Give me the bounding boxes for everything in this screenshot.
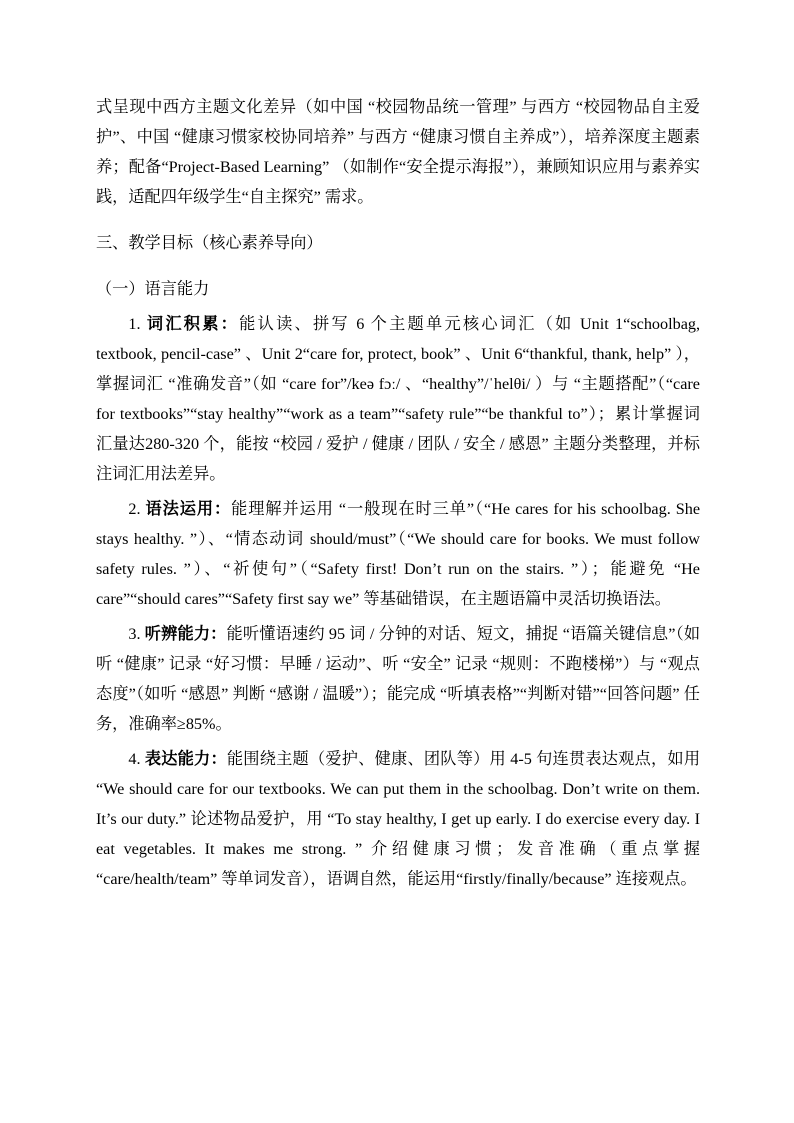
item-label: 表达能力： — [144, 750, 227, 768]
item-number: 3. — [128, 625, 145, 643]
item-number: 2. — [128, 500, 146, 518]
list-item-speaking — [96, 744, 700, 894]
item-label: 词汇积累： — [146, 315, 240, 333]
item-text: 能认读、拼写 6 个主题单元核心词汇（如 Unit 1“schoolbag, textbook, pencil-case” 、Unit 2“care for, protect, book” 、Unit 6“thankful, thank, help” ），掌握词汇 “准确发音”（如 “care for”/keə fɔː/ 、“healthy”/ˈhelθi/ ）与 “主题搭配”（“care for textbooks”“stay healthy”“work as a team”“safety rule”“be thankful to”）；累计掌握词汇量达280-320 个，能按 “校园 / 爱护 / 健康 / 团队 / 安全 / 感恩” 主题分类整理，并标注词汇用法差异。 — [96, 315, 701, 483]
item-text: 能围绕主题（爱护、健康、团队等）用 4-5 句连贯表达观点，如用 “We should care for our textbooks. We can put them in the schoolbag. Don’t write on them. It’s our duty.” 论述物品爱护，用 “To stay healthy, I get up early. I do exercise every day. I eat vegetables. It makes me strong. ” 介绍健康习惯；发音准确（重点掌握 “care/health/team” 等单词发音），语调自然，能运用“firstly/finally/because” 连接观点。 — [96, 750, 701, 888]
item-label: 语法运用： — [145, 500, 232, 518]
subsection-heading-language-ability: （一）语言能力 — [96, 279, 210, 298]
list-item-grammar — [96, 494, 700, 614]
item-label: 听辨能力： — [144, 625, 227, 643]
list-item-vocabulary — [96, 309, 700, 489]
document-page — [96, 92, 700, 894]
section-heading-teaching-goals: 三、教学目标（核心素养导向） — [96, 233, 323, 252]
item-text: 能理解并运用 “一般现在时三单”（“He cares for his schoolbag. She stays healthy. ”）、“情态动词 should/must”（“We should care for books. We must follow safety rules. ”）、“祈使句”（“Safety first! Don’t run on the stairs. ”）；能避免 “He care”“should cares”“Safety first say we” 等基础错误，在主题语篇中灵活切换语法。 — [96, 500, 701, 608]
item-number: 4. — [128, 750, 145, 768]
list-item-listening — [96, 619, 700, 739]
item-text: 能听懂语速约 95 词 / 分钟的对话、短文，捕捉 “语篇关键信息”（如听 “健康” 记录 “好习惯：早睡 / 运动”、听 “安全” 记录 “规则：不跑楼梯”）与 “观点态度”（如听 “感恩” 判断 “感谢 / 温暖”）；能完成 “听填表格”“判断对错”“回答问题” 任务，准确率≥85%。 — [96, 625, 701, 733]
intro-paragraph: 式呈现中西方主题文化差异（如中国 “校园物品统一管理” 与西方 “校园物品自主爱护”、中国 “健康习惯家校协同培养” 与西方 “健康习惯自主养成”），培养深度主题素养；配备“Project-Based Learning” （如制作“安全提示海报”），兼顾知识应用与素养实践，适配四年级学生“自主探究” 需求。 — [96, 98, 700, 206]
item-number: 1. — [128, 315, 147, 333]
